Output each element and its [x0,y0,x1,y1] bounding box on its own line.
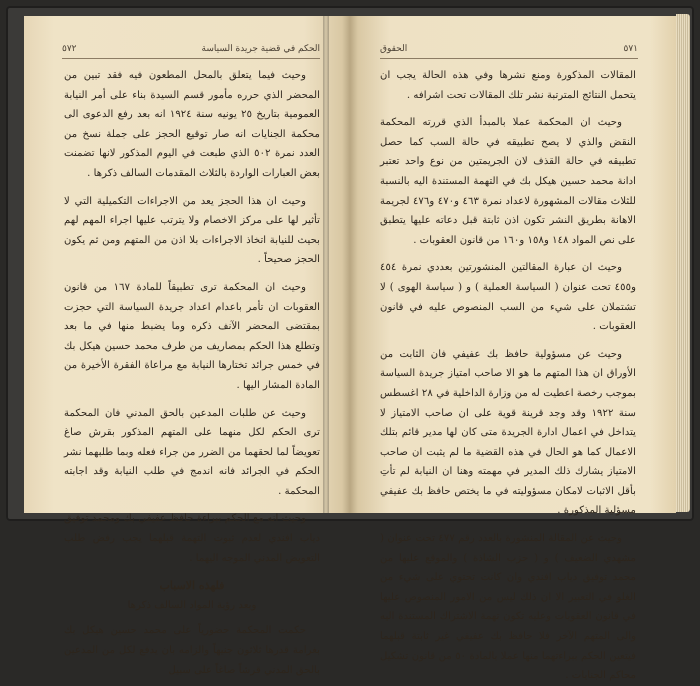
left-page-body [64,66,320,676]
right-paragraph-1: المقالات المذكورة ومنع نشرها وفي هذه الحالة يجب ان يتحمل النتائج المترتبة نشر تلك المقالات تحت اشرافه . [380,70,636,101]
left-page-header [62,44,320,54]
book-gutter [323,16,329,513]
right-page-number: ٥٧١ [623,44,638,54]
right-paragraph-3: وحيث ان عبارة المقالتين المنشورتين بعددي نمرة ٤٥٤ و٤٥٥ تحت عنوان ( السياسة العملية ) و ( سياسة الهوى ) لا تشتملان على شيء من السب المنصوص عليه في قانون العقوبات . [380,262,636,333]
left-paragraph-5: وحيث انه مع الحكم ببراءة حافظ عفيفي بك ومحمد توفيق دياب افندي لعدم ثبوت التهمة قبلهما يجب رفض طلب التعويض المدني الموجه اليهما . [64,513,320,564]
section-subheading: وبعد رؤية المواد السالف ذكرها [127,599,257,611]
right-header-rule [380,58,638,59]
book-spread [24,16,676,682]
right-page-body [380,66,637,682]
right-page [350,16,676,682]
right-page-header [380,44,638,54]
right-paragraph-5: وحيث عن المقالة المنشورة بالعدد رقم ٤٧٧ تحت عنوان ( مشهدي الضعيف ) و ( حزب الشاذة ) والموقع عليها من محمد توفيق دياب افندي وان كانت تحتوي على شيء من الغلو في التعبير الا ان ذلك ليس من الامور المنصوص عليها في قانون العقوبات وعليه تكون تهمة الاشتراك المستندة اليه والى المتهم الآخر فلا حافظ بك عفيفي غير ثابتة قبلهما فيتعين الحكم ببراءتهما منها عملا بالمادة ٥٠ من قانون تشكيل محاكم الجنايات . [380,533,636,682]
right-header-title: الحقوق [380,44,408,54]
right-paragraph-4: وحيث عن مسؤولية حافظ بك عفيفي فان الثابت من الأوراق ان هذا المتهم ما هو الا صاحب امتياز جريدة السياسة بموجب رخصة اعطيت له من وزارة الداخلية في ٢٨ اغسطس سنة ١٩٢٢ وقد وجد قرينة قوية على ان صاحب الامتياز لا يتداخل في اعمال ادارة الجريدة متى كان لها مدير قائم بتلك الاعمال كما هو الحال في هذه القضية ما لم يثبت ان صاحب الامتياز يشارك ذلك المدير في مهمته وهنا ان النيابة لم تأتِ بأقل الاثبات لامكان مسؤوليته في ما يختص حافظ بك عفيفي مسؤلية المذكورة . [380,348,637,517]
section-heading: فلهذه الاسباب [159,579,225,593]
left-paragraph-1: وحيث فيما يتعلق بالمحل المطعون فيه فقد تبين من المحضر الذي حرره مأمور قسم السيدة بناء على أمر النيابة العمومية بتاريخ ٢٥ يونيه سنة ١٩٢٤ انه بعد رفع الدعوى الى محكمة الجنايات انه صار توقيع الحجز على جملة نسخ من العدد نمرة ٥٠٢ الذي طبعت في اليوم المذكور لانها تضمنت بعض العبارات الواردة بالثلاث المقدمات السالف ذكرها . [64,70,320,179]
left-paragraph-2: وحيث ان هذا الحجز يعد من الاجراءات التكميلية التي لا تأثير لها على مركز الاخصام ولا يترتب عليها اجراء المهم لهم بحيث للنيابة اتخاذ الاجراءات بلا اذن من المتهم ومن ثم يكون الحجز صحيحاً . [64,195,320,266]
left-paragraph-3: وحيث ان المحكمة ترى تطبيقاً للمادة ١٦٧ من قانون العقوبات ان تأمر باعدام اعداد جريدة السياسة التي حجزت بمقتضى المحضر الآنف ذكره وما يضبط منها في ما بعد وتطلع هذا الحكم بمصاريف من طرف محمد حسين هيكل بك في خمس جرائد تختارها النيابة مع مراعاة الفقرة الأخيرة من المادة المشار اليها . [64,281,320,391]
left-page [24,16,350,676]
left-header-title: الحكم في قضية جريدة السياسة [201,44,320,54]
left-paragraph-4: وحيث عن طلبات المدعين بالحق المدني فان المحكمة ترى الحكم لكل منهما على المتهم المذكور بقرش صاغ تعويضاً لما لحقهما من الضرر من جراء فعله وبما طلبهما نشر الحكم في الجرائد فانه اندمج في طلب النيابة وقد اجابته المحكمة . [64,407,320,497]
left-final-paragraph: حكمت المحكمة حضورياً على محمد حسين هيكل بك بغرامة قدرها ثلاثون جنيهاً والزامه بان يدفع لكل من المدعين بالحق المدني قرشاً صاغاً على سبيل [64,625,320,676]
left-page-number: ٥٧٢ [62,44,77,54]
page-edges [676,14,690,512]
right-paragraph-2: وحيث ان المحكمة عملا بالمبدأ الذي قررته المحكمة النقض والذي لا يصح تطبيقه في حالة السب كما حصل تطبيقه في حالة القذف لان الجريمتين من نوع واحد تعتبر ادانة محمد حسين هيكل بك في التهمة المستندة اليه بالنسبة للثلاث مقالات المشهورة لاعداد نمرة ٤٦٣ و٤٧٠ و٤٧٦ لجريمة الاهانة بطريق النشر تكون اذن ثابتة قبل دعاته عليها يتطبق على نص المواد ١٤٨ و١٥٨ و١٦٠ من قانون العقوبات . [380,117,636,246]
left-header-rule [62,58,320,59]
